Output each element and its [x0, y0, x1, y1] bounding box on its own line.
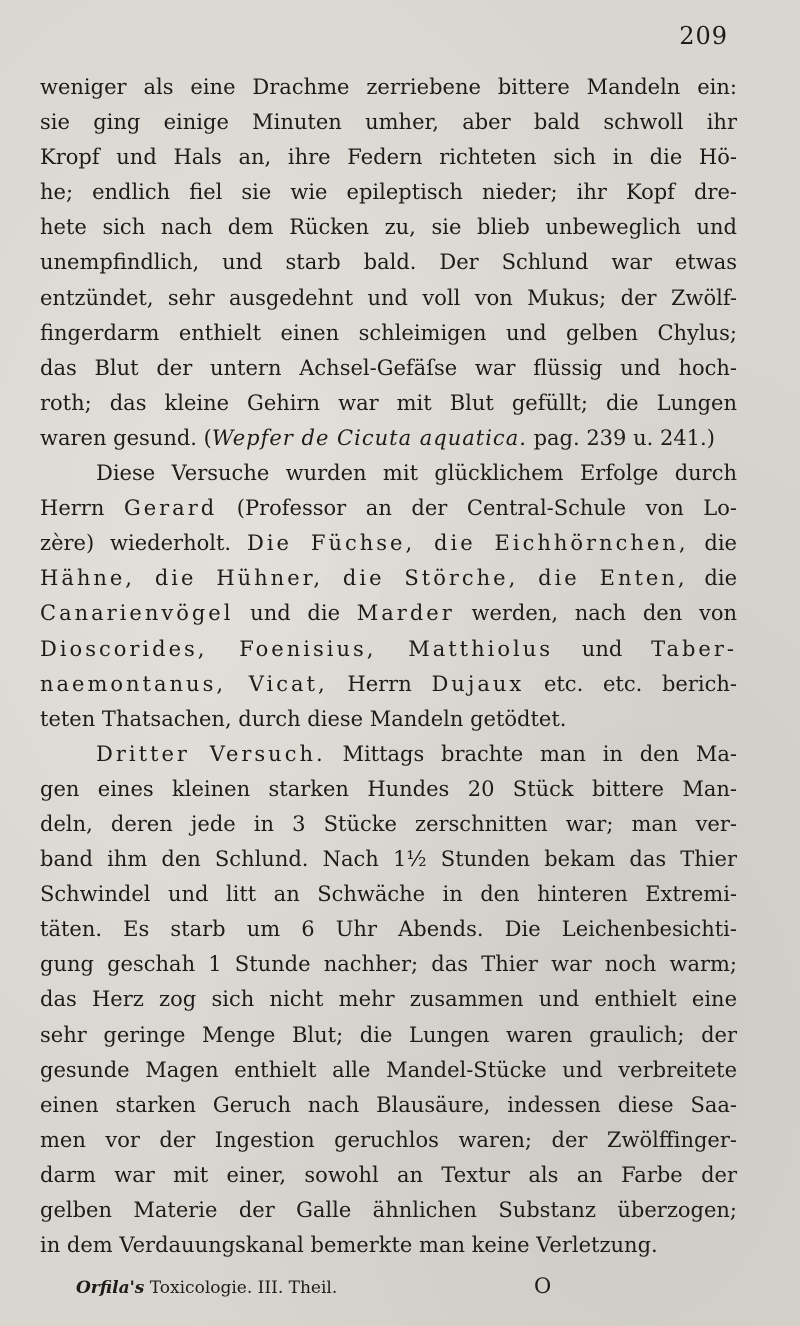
text-line: [40, 596, 737, 631]
text-run: deln, deren jede in 3 Stücke zerschnitten war; man ver-: [40, 811, 737, 836]
text-line: [40, 140, 737, 175]
text-run: und: [553, 636, 652, 661]
text-line: [40, 210, 737, 245]
text-line: [40, 105, 737, 140]
text-run: das Blut der untern Achsel-Gefäſse war flüssig und hoch-: [40, 355, 737, 380]
text-run: die: [687, 566, 737, 591]
text-line: [40, 386, 737, 421]
text-line: [40, 842, 737, 877]
text-run: (Professor an der Central-Schule von Lo-: [217, 496, 737, 521]
text-run: unempfindlich, und starb bald. Der Schlund war etwas: [40, 250, 737, 275]
text-run: Kropf und Hals an, ihre Federn richteten sich in die Hö-: [40, 145, 737, 170]
text-line: [40, 1158, 737, 1193]
text-run: in dem Verdauungskanal bemerkte man keine Verletzung.: [40, 1233, 658, 1258]
text-run: zère) wiederholt.: [40, 531, 247, 556]
text-line: [40, 281, 737, 316]
text-run: teten Thatsachen, durch diese Mandeln getödtet.: [40, 706, 567, 731]
page-number: 209: [679, 22, 728, 50]
text-run: fingerdarm enthielt einen schleimigen und gelben Chylus;: [40, 320, 737, 345]
text-run: entzündet, sehr ausgedehnt und voll von Mukus; der Zwölf-: [40, 285, 737, 310]
text-run: band ihm den Schlund. Nach 1½ Stunden bekam das Thier: [40, 847, 737, 872]
text-line: [40, 912, 737, 947]
text-line: [40, 526, 737, 561]
page-footer: [76, 1274, 736, 1298]
spaced-name: Die Füchse, die Eichhörnchen,: [246, 531, 689, 556]
text-run: die: [688, 531, 737, 556]
text-line: [40, 421, 737, 456]
text-line: [40, 807, 737, 842]
text-run: sehr geringe Menge Blut; die Lungen waren graulich; der: [40, 1022, 737, 1047]
text-run: gung geschah 1 Stunde nachher; das Thier war noch warm;: [40, 952, 737, 977]
text-run: gesunde Magen enthielt alle Mandel-Stücke und verbreitete: [40, 1057, 737, 1082]
text-run: gen eines kleinen starken Hundes 20 Stück bittere Man-: [40, 776, 737, 801]
text-run: roth; das kleine Gehirn war mit Blut gefüllt; die Lungen: [40, 390, 737, 415]
text-line: [40, 1088, 737, 1123]
text-line: [40, 561, 737, 596]
text-line: [40, 1053, 737, 1088]
text-line: [40, 351, 737, 386]
text-run: sie ging einige Minuten umher, aber bald schwoll ihr: [40, 110, 737, 135]
text-line: [40, 456, 737, 491]
text-line: [40, 245, 737, 280]
text-line: [40, 70, 737, 105]
spaced-name: Hähne, die Hühner, die Störche, die Enten,: [40, 566, 688, 591]
text-run: Mittags brachte man in den Ma-: [325, 741, 737, 766]
text-line: [40, 491, 737, 526]
spaced-name: naemontanus, Vicat,: [40, 671, 328, 696]
text-line: [40, 877, 737, 912]
text-run: und die: [233, 601, 357, 626]
text-run: weniger als eine Drachme zerriebene bittere Mandeln ein:: [40, 75, 737, 99]
text-run: etc. etc. berich-: [524, 671, 737, 696]
footer-author: Orfila's: [76, 1278, 145, 1298]
text-line: [40, 982, 737, 1017]
footer-title: Toxicologie. III. Theil.: [149, 1278, 338, 1298]
text-run: pag. 239 u. 241.): [526, 425, 715, 450]
text-run: he; endlich fiel sie wie epileptisch nieder; ihr Kopf dre-: [40, 180, 737, 205]
spaced-name: Dujaux: [431, 671, 525, 696]
text-run: men vor der Ingestion geruchlos waren; der Zwölffinger-: [40, 1127, 737, 1152]
text-line: [40, 1018, 737, 1053]
spaced-name: Gerard: [123, 496, 218, 521]
text-run: das Herz zog sich nicht mehr zusammen und enthielt eine: [40, 987, 737, 1012]
text-line: [40, 702, 737, 737]
text-run: täten. Es starb um 6 Uhr Abends. Die Leichenbesichti-: [40, 917, 737, 942]
text-run: Herrn: [40, 496, 124, 521]
text-run: Diese Versuche wurden mit glücklichem Erfolge durch: [96, 461, 737, 486]
text-run: hete sich nach dem Rücken zu, sie blieb unbeweglich und: [40, 215, 737, 240]
text-line: [40, 947, 737, 982]
text-run: Schwindel und litt an Schwäche in den hinteren Extremi-: [40, 882, 737, 907]
text-line: [40, 1123, 737, 1158]
spaced-name: Dritter Versuch.: [96, 741, 326, 766]
spaced-name: Marder: [356, 601, 455, 626]
text-run: darm war mit einer, sowohl an Textur als an Farbe der: [40, 1162, 737, 1187]
spaced-name: Dioscorides, Foenisius, Matthiolus: [40, 636, 554, 661]
spaced-name: Canarienvögel: [40, 601, 234, 626]
text-run: waren gesund. (: [40, 425, 212, 450]
body-text: [40, 70, 737, 1263]
text-run: einen starken Geruch nach Blausäure, indessen diese Saa-: [40, 1092, 737, 1117]
text-run: werden, nach den von: [454, 601, 737, 626]
text-line: [40, 632, 737, 667]
italic-citation: Wepfer de Cicuta aquatica.: [211, 425, 527, 450]
text-line: [40, 667, 737, 702]
text-run: gelben Materie der Galle ähnlichen Substanz überzogen;: [40, 1198, 737, 1222]
text-line: [40, 737, 737, 772]
text-line: [40, 1193, 737, 1228]
text-line: [40, 316, 737, 351]
text-run: Herrn: [327, 671, 432, 696]
text-line: [40, 772, 737, 807]
text-line: [40, 1228, 737, 1263]
text-line: [40, 175, 737, 210]
spaced-name: Taber-: [651, 636, 737, 661]
signature-mark: O: [534, 1274, 552, 1298]
